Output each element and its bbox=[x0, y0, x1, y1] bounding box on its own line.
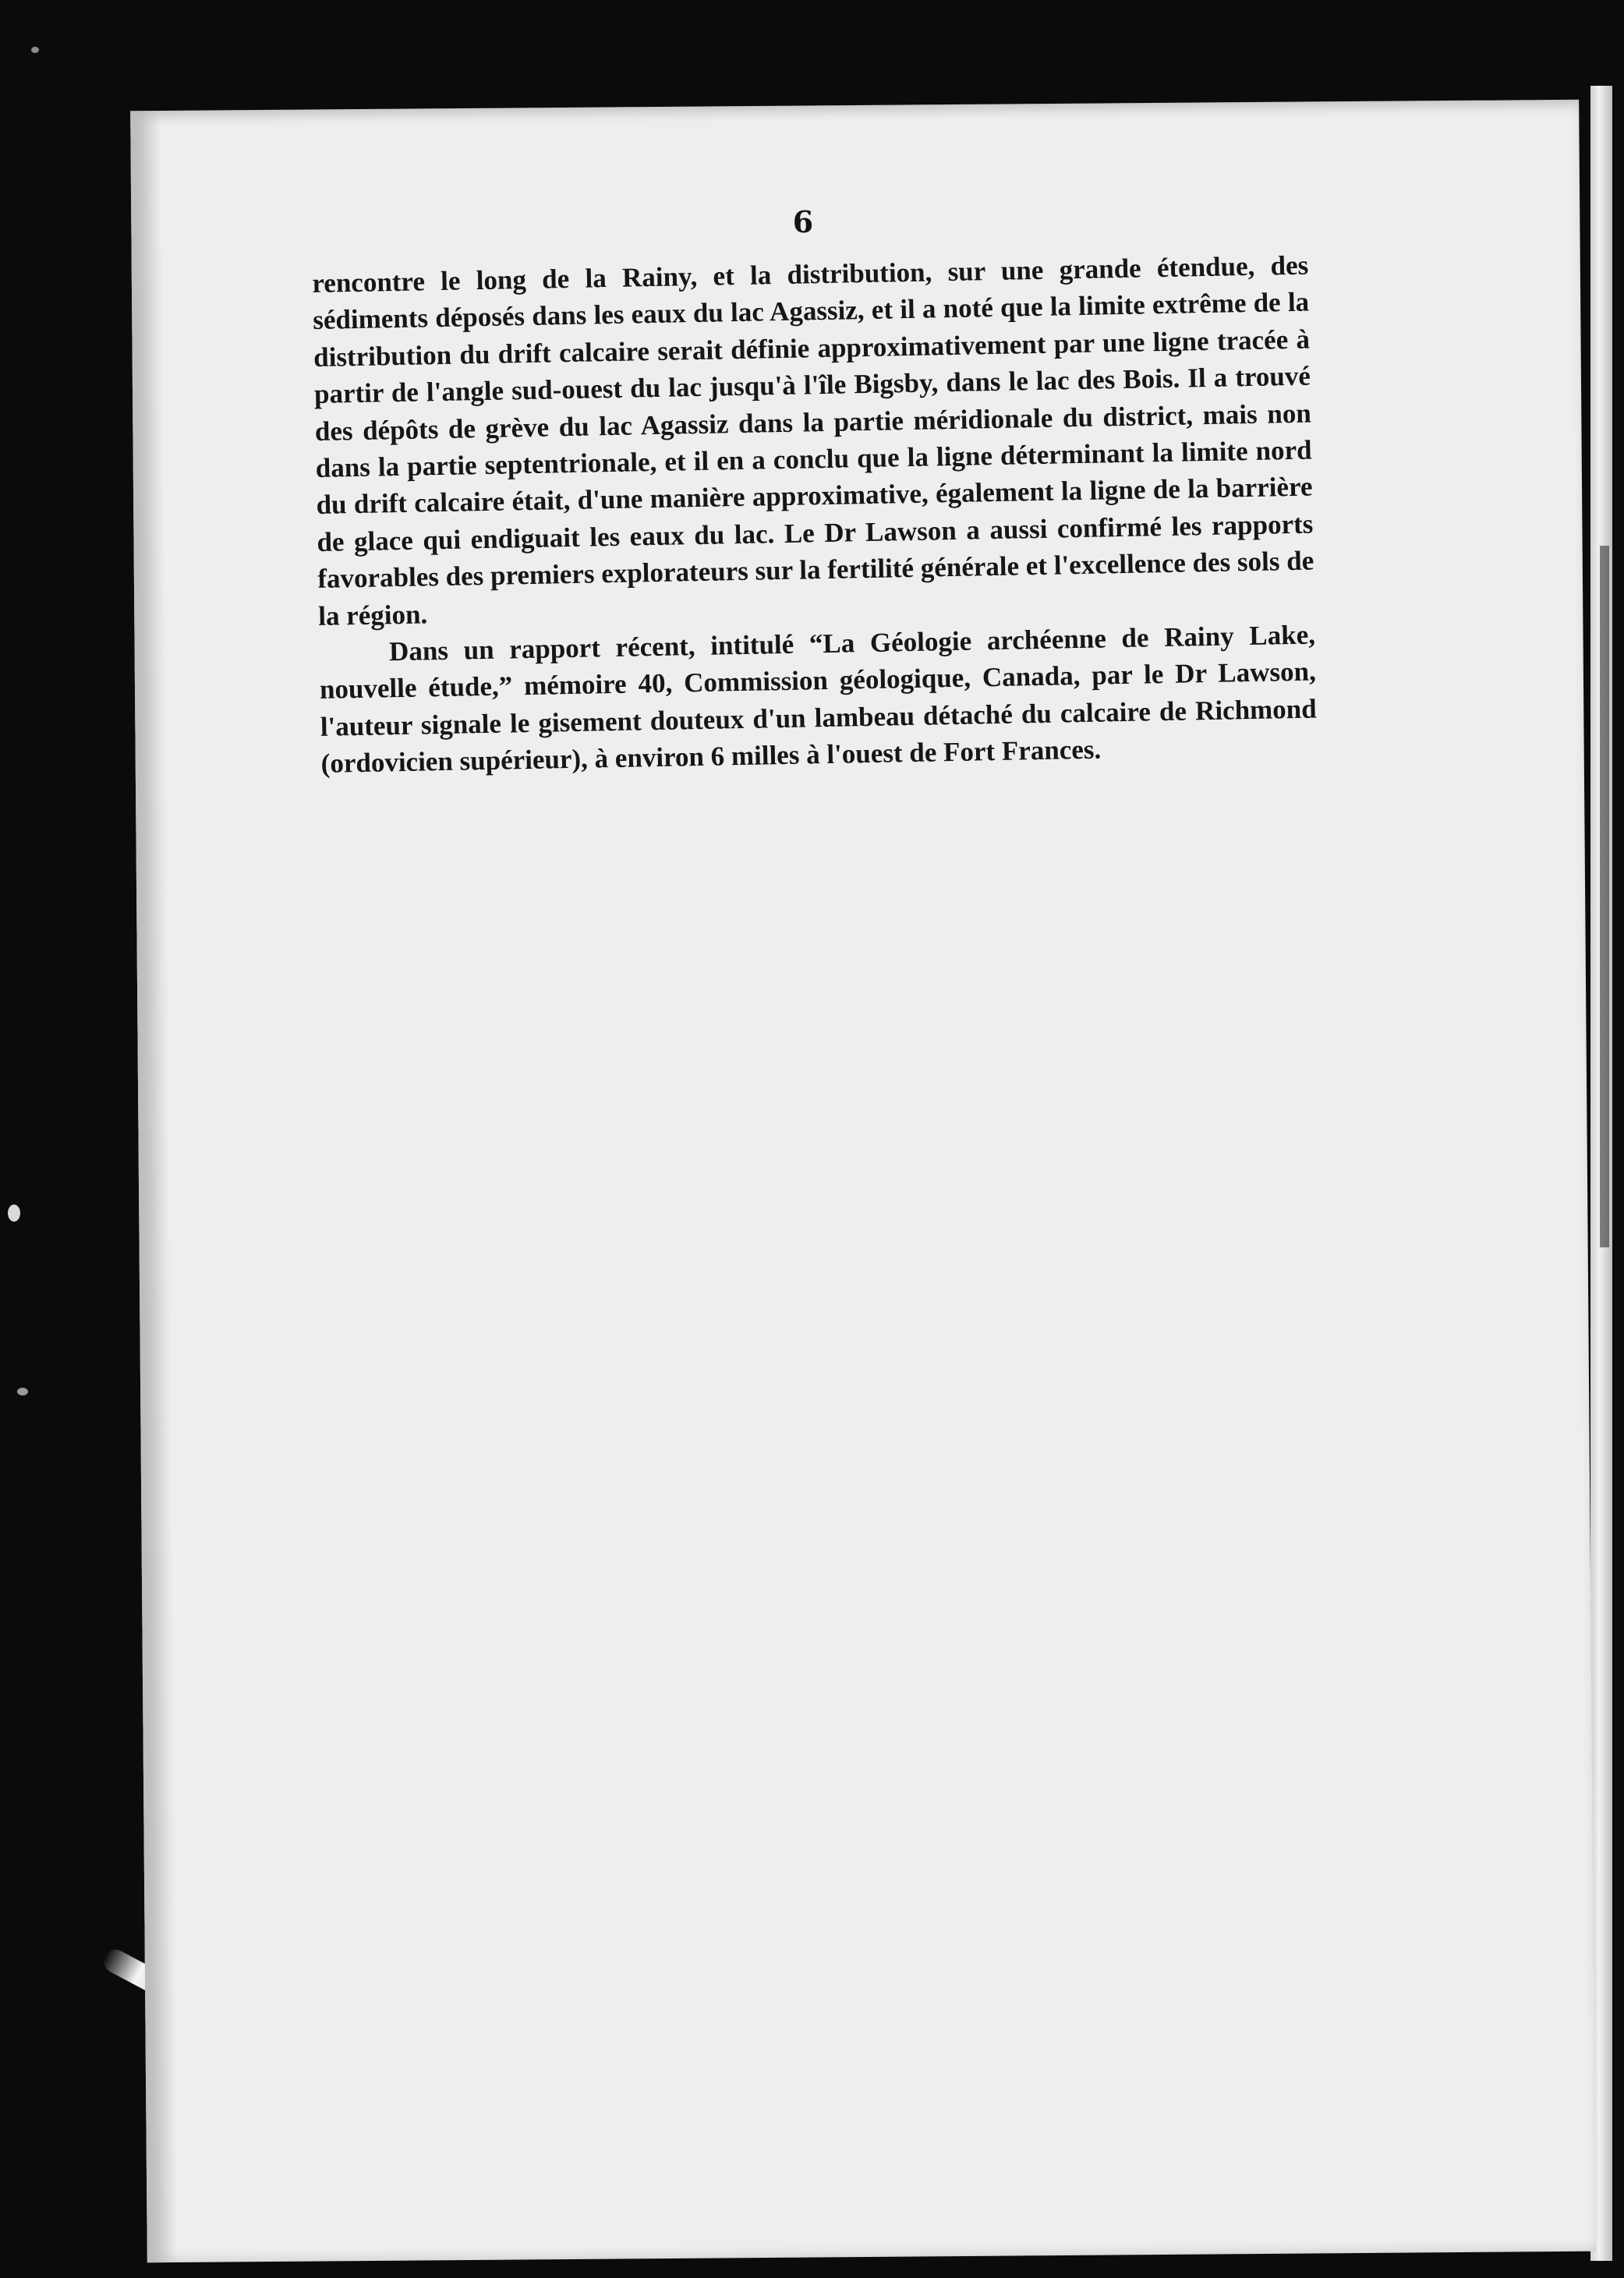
scanner-speck bbox=[17, 1388, 28, 1395]
scanner-speck bbox=[8, 1204, 20, 1222]
paragraph: rencontre le long de la Rainy, et la distribution, sur une grande étendue, des sédiments déposés dans les eaux du lac Agassiz, et il a noté que la limite extrême de la distribution du drift calcaire serait définie approximativement par une ligne tracée à partir de l'angle sud-ouest du lac jusqu'à l'île Bigsby, dans le lac des Bois. Il a trouvé des dépôts de grève du lac Agassiz dans la partie méridionale du district, mais non dans la partie septentrionale, et il en a conclu que la ligne déterminant la limite nord du drift calcaire était, d'une manière approximative, également la ligne de la barrière de glace qui endiguait les eaux du lac. Le Dr Lawson a aussi confirmé les rapports favorables des premiers explorateurs sur la fertilité générale et l'excellence des sols de la région. bbox=[312, 249, 1314, 631]
scanner-speck bbox=[31, 47, 39, 53]
facing-page-shadow bbox=[1600, 546, 1609, 1247]
page-number: 6 bbox=[792, 204, 814, 239]
body-text bbox=[312, 247, 1318, 783]
paragraph: Dans un rapport récent, intitulé “La Géologie archéenne de Rainy Lake, nouvelle étude,” mémoire 40, Commission géologique, Canada, par le Dr Lawson, l'auteur signale le gisement douteux d'un lambeau détaché du calcaire de Richmond (ordovicien supérieur), à environ 6 milles à l'ouest de Fort Frances. bbox=[319, 619, 1317, 780]
page-binding-shadow bbox=[130, 111, 179, 2262]
